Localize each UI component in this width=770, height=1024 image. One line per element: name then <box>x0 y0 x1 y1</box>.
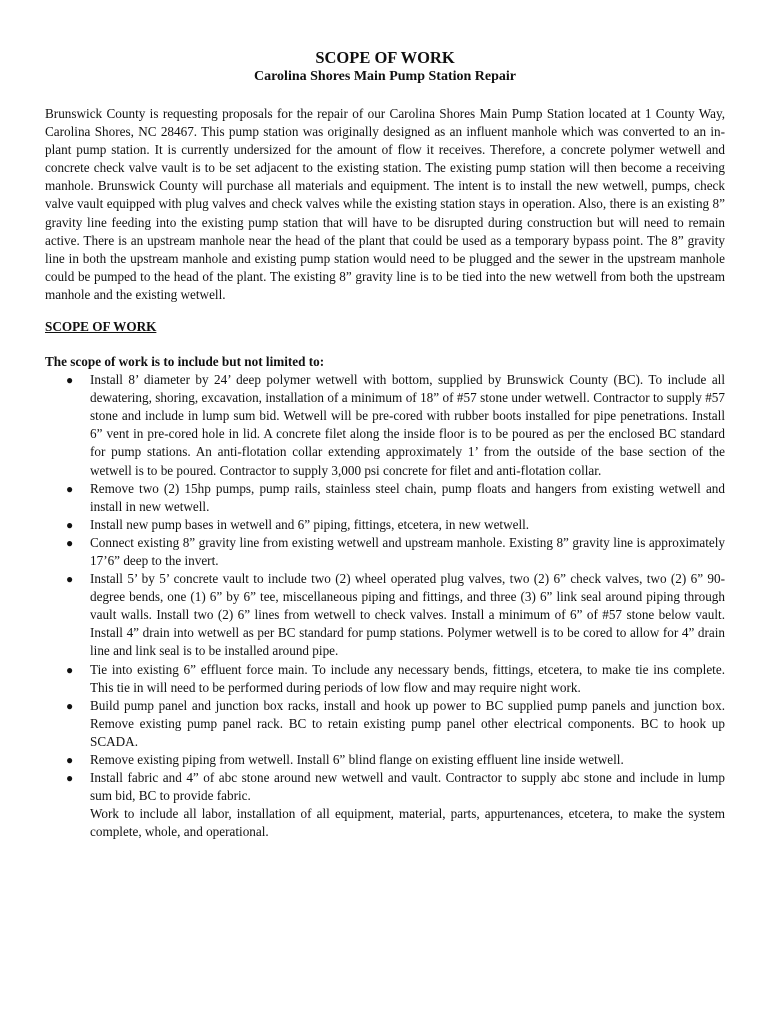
scope-lead: The scope of work is to include but not limited to: <box>45 354 325 370</box>
bullet-icon: ● <box>66 771 74 786</box>
list-item <box>45 534 725 570</box>
list-item <box>45 516 725 534</box>
list-item-text: Build pump panel and junction box racks, install and hook up power to BC supplied pump panels and junction box. Remove existing pump panel rack. BC to retain existing pump panel other electrical components. BC to hook up SCADA. <box>90 697 725 749</box>
bullet-icon: ● <box>66 517 74 532</box>
list-item-text: Tie into existing 6” effluent force main. To include any necessary bends, fittings, etcetera, to make tie ins complete. This tie in will need to be performed during periods of low flow and may require night work. <box>90 661 725 695</box>
list-item-text: Connect existing 8” gravity line from existing wetwell and upstream manhole. Existing 8” gravity line is approximately 17’6” deep to the invert. <box>90 534 725 568</box>
list-item-text: Install fabric and 4” of abc stone around new wetwell and vault. Contractor to supply abc stone and include in lump sum bid, BC to provide fabric. <box>90 770 725 804</box>
section-heading: SCOPE OF WORK <box>45 319 157 335</box>
closing-paragraph: Work to include all labor, installation of all equipment, material, parts, appurtenances, etcetera, to make the system complete, whole, and operational. <box>90 806 725 840</box>
page-subtitle: Carolina Shores Main Pump Station Repair <box>253 69 516 84</box>
bullet-icon: ● <box>66 572 74 587</box>
list-item <box>45 371 725 480</box>
list-item-text: Install 8’ diameter by 24’ deep polymer wetwell with bottom, supplied by Brunswick County (BC). To include all dewatering, shoring, excavation, installation of a minimum of 18” of #57 stone under wetwell. Contractor to supply #57 stone and include in lump sum bid. Wetwell will be pre-cored with rubber boots installed for pipe penetrations. Install 6” vent in pre-cored hole in lid. A concrete filet along the inside floor is to be poured as per the enclosed BC standard for pump stations. An anti-flotation collar extending approximately 1’ from the outside of the base section of the wetwell is to be poured. Contractor to supply 3,000 psi concrete for filet and anti-flotation collar. <box>90 372 725 478</box>
list-item <box>45 769 725 805</box>
bullet-icon: ● <box>66 373 74 388</box>
bullet-icon: ● <box>66 698 74 713</box>
bullet-icon: ● <box>66 535 74 550</box>
bullet-icon: ● <box>66 753 74 767</box>
list-item <box>45 697 725 751</box>
scope-list <box>45 371 725 805</box>
list-item-text: Install new pump bases in wetwell and 6” piping, fittings, etcetera, in new wetwell. <box>90 516 530 532</box>
list-item <box>45 480 725 516</box>
list-item-text: Remove existing piping from wetwell. Install 6” blind flange on existing effluent line inside wetwell. <box>90 752 624 767</box>
intro-paragraph: Brunswick County is requesting proposals for the repair of our Carolina Shores Main Pump Station located at 1 County Way, Carolina Shores, NC 28467. This pump station was originally designed as an influent manhole which was converted to an in-plant pump station. It is currently undersized for the amount of flow it receives. Therefore, a concrete polymer wetwell and concrete check valve vault is to be set adjacent to the existing station. The existing pump station will then become a receiving manhole. Brunswick County will purchase all materials and equipment. The intent is to install the new wetwell, pumps, check valve vault equipped with plug valves and check valves while the existing station stays in operation. Also, there is an existing 8” gravity line feeding into the existing pump station that will have to be disrupted during construction but will need to remain active. There is an upstream manhole near the head of the plant that could be used as a temporary bypass point. The 8” gravity line in both the upstream manhole and existing pump station would need to be plugged and the sewer in the upstream manhole could be pumped to the head of the plant. The existing 8” gravity line is to be tied into the new wetwell from both the upstream manhole and the existing wetwell. <box>45 106 725 302</box>
list-item-text: Install 5’ by 5’ concrete vault to include two (2) wheel operated plug valves, two (2) 6” check valves, two (2) 6” 90-degree bends, one (1) 6” by 6” tee, miscellaneous piping and fittings, and three (3) 6” link seal around piping through vault walls. Install two (2) 6” lines from wetwell to check valves. Install a minimum of 6” of #57 stone below vault. Install 4” drain into wetwell as per BC standard for pump stations. Polymer wetwell is to be cored to allow for 4” drain line and link seal is to be installed around pipe. <box>90 571 725 659</box>
list-item-text: Remove two (2) 15hp pumps, pump rails, stainless steel chain, pump floats and hangers from existing wetwell and install in new wetwell. <box>90 480 725 514</box>
page-title: SCOPE OF WORK <box>315 48 455 67</box>
bullet-icon: ● <box>66 662 74 677</box>
list-item <box>45 751 725 769</box>
bullet-icon: ● <box>66 481 74 496</box>
list-item <box>45 661 725 697</box>
list-item <box>45 570 725 660</box>
